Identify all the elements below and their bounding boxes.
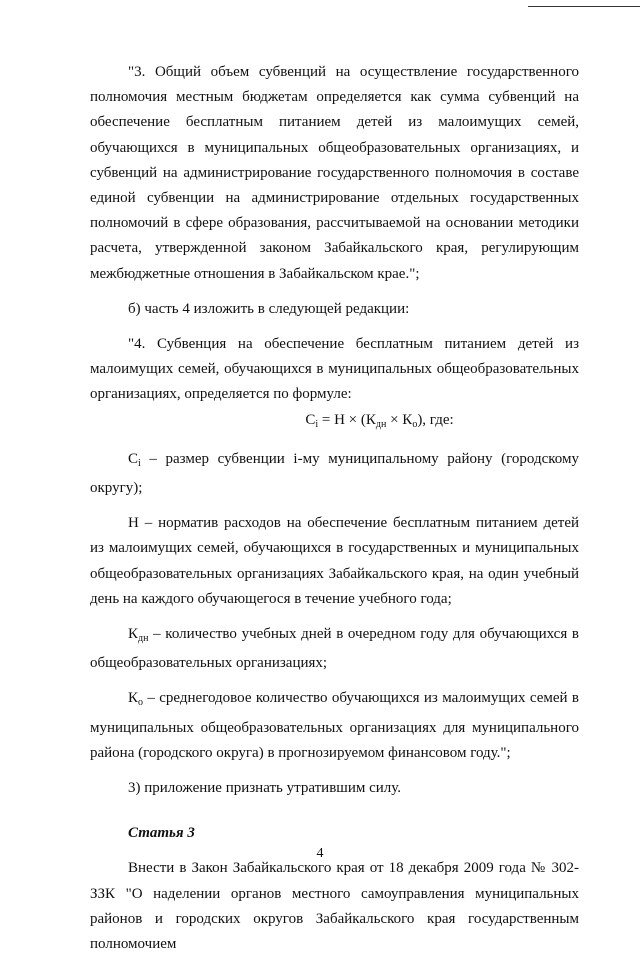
definition-ci-text: – размер субвенции i-му муниципальному району (городскому округу); <box>90 450 579 497</box>
definition-ci-symbol: C <box>128 450 139 467</box>
page-number: 4 <box>316 846 324 861</box>
definition-h: Н – норматив расходов на обеспечение бесплатным питанием детей из малоимущих семей, обучающихся в государственных и муниципальных общеобразовательных организациях Забайкальского края, на один учебный день на каждого обучающегося в течение учебного года; <box>90 515 579 607</box>
item-3: 3) приложение признать утратившим силу. <box>128 780 402 797</box>
formula-rhs-end: ), где: <box>417 411 454 428</box>
item-b: б) часть 4 изложить в следующей редакции: <box>128 300 410 317</box>
definition-kdn-sub: дн <box>138 633 149 645</box>
definition-ci-sub: i <box>138 457 141 469</box>
formula <box>90 408 579 437</box>
paragraph-4: "4. Субвенция на обеспечение бесплатным питанием детей из малоимущих семей, обучающихся в муниципальных общеобразовательных организациях, определяется по формуле: <box>90 336 579 403</box>
definition-kdn-symbol: К <box>128 626 139 643</box>
paragraph-3: "3. Общий объем субвенций на осуществление государственного полномочия местным бюджетам определяется как сумма субвенций на обеспечение бесплатным питанием детей из малоимущих семей, обучающихся в муниципальных общеобразовательных организациях, и субвенций на администрирование государственного полномочия в составе единой субвенции на администрирование отдельных государственных полномочий в сфере образования, рассчитываемой на основании методики расчета, утвержденной законом Забайкальского края, регулирующим межбюджетные отношения в Забайкальском крае."; <box>90 64 579 282</box>
definition-ci <box>90 447 579 501</box>
definition-ko <box>90 686 579 766</box>
article-text: Внести в Закон Забайкальского края от 18 декабря 2009 года № 302-ЗЗК "О наделении органов местного самоуправления муниципальных районов и городских округов Забайкальского края государственным полномочием <box>90 860 579 953</box>
formula-lhs: C <box>305 411 316 428</box>
document-page <box>90 60 579 957</box>
formula-ko-sub: о <box>412 418 418 430</box>
definition-ko-text: – среднегодовое количество обучающихся из малоимущих семей в муниципальных общеобразовательных организациях для муниципального района (городского округа) в прогнозируемом финансовом году."; <box>90 690 579 761</box>
formula-kdn-sub: дн <box>375 418 387 430</box>
definition-ko-sub: о <box>138 697 144 709</box>
definition-ko-symbol: К <box>128 690 139 707</box>
article-heading: Статья 3 <box>128 825 195 842</box>
top-rule <box>528 6 640 7</box>
formula-times: × К <box>386 411 413 428</box>
definition-kdn <box>90 622 579 676</box>
definition-kdn-text: – количество учебных дней в очередном году для обучающихся в общеобразовательных организациях; <box>90 626 579 672</box>
formula-rhs-start: = Н × (К <box>318 411 376 428</box>
formula-lhs-sub: i <box>315 418 319 430</box>
